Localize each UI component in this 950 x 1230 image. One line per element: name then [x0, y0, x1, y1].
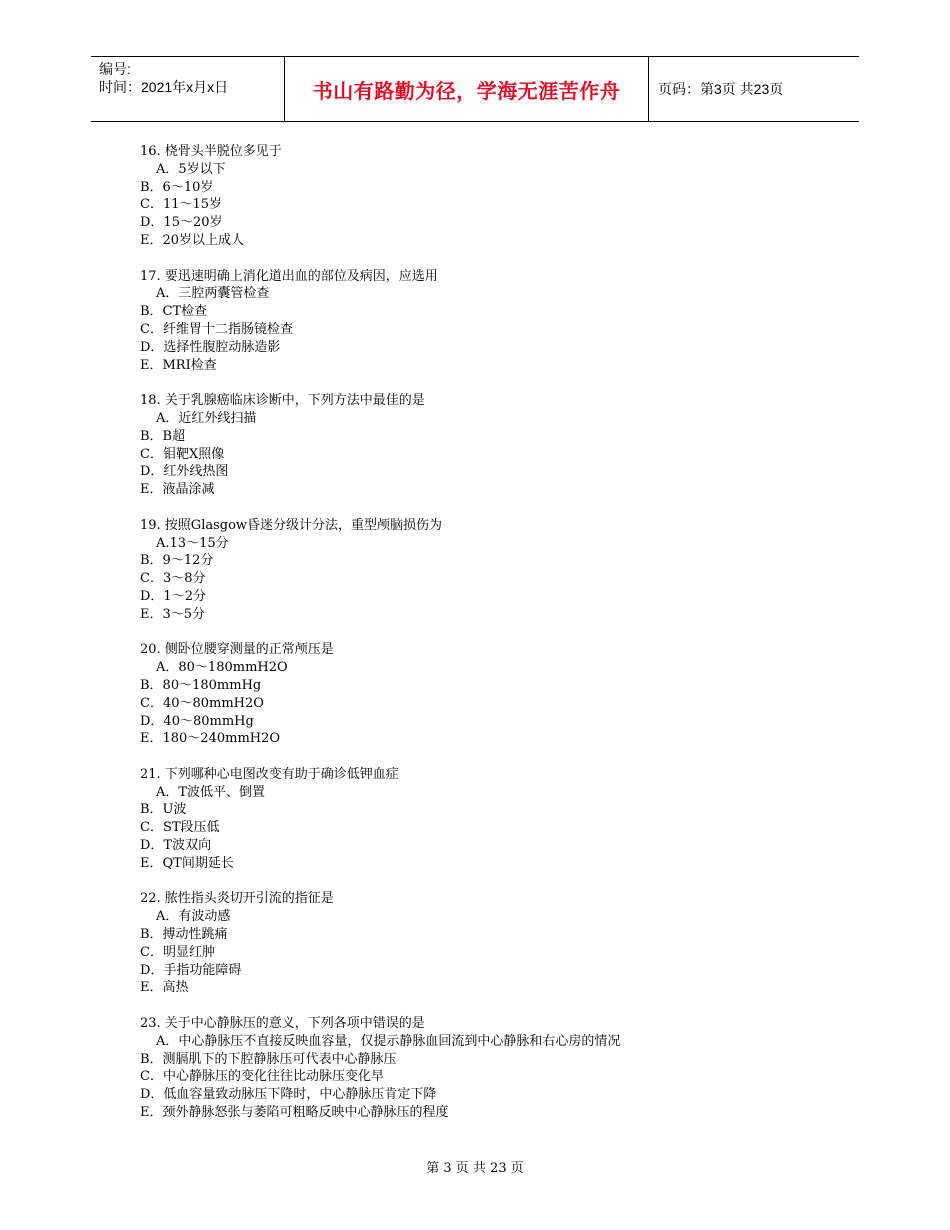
question-19 — [140, 517, 860, 624]
option-d: D．1～2分 — [140, 588, 206, 604]
option-d: D．15～20岁 — [140, 215, 223, 231]
header-left-cell — [91, 57, 285, 121]
footer-page-number: 第 3 页 共 23 页 — [426, 1161, 524, 1176]
option-c: C．明显红肿 — [140, 944, 215, 960]
header-page-info: 页码：第3页 共23页 — [658, 81, 784, 97]
option-e: E．180～240mmH2O — [140, 731, 281, 747]
question-22 — [140, 890, 860, 997]
option-a: A.13～15分 — [156, 535, 229, 551]
option-a: A．T波低平、倒置 — [156, 784, 266, 800]
option-c: C．钼靶X照像 — [140, 446, 225, 462]
question-title: 18. 关于乳腺癌临床诊断中，下列方法中最佳的是 — [140, 393, 425, 409]
option-b: B．搏动性跳痛 — [140, 927, 228, 943]
question-title: 19. 按照Glasgow昏迷分级计分法，重型颅脑损伤为 — [140, 517, 443, 533]
question-title: 17. 要迅速明确上消化道出血的部位及病因，应选用 — [140, 268, 438, 284]
option-b: B．测膈肌下的下腔静脉压可代表中心静脉压 — [140, 1051, 397, 1067]
option-a: A．有波动感 — [156, 909, 231, 925]
question-title: 23. 关于中心静脉压的意义，下列各项中错误的是 — [140, 1016, 425, 1032]
question-21 — [140, 766, 860, 873]
option-e: E．3～5分 — [140, 606, 206, 622]
option-e: E．MRI检查 — [140, 357, 217, 373]
question-20 — [140, 641, 860, 748]
question-title: 22. 脓性指头炎切开引流的指征是 — [140, 891, 334, 907]
option-b: B．9～12分 — [140, 553, 214, 569]
header-motto-cell — [285, 57, 649, 121]
time-label: 时间：2021年x月x日 — [99, 79, 229, 95]
option-d: D．40～80mmHg — [140, 713, 254, 729]
option-e: E．20岁以上成人 — [140, 232, 245, 248]
option-d: D．红外线热图 — [140, 464, 229, 480]
question-16 — [140, 143, 860, 250]
question-list — [140, 143, 860, 1140]
option-b: B．6～10岁 — [140, 179, 214, 195]
question-title: 16. 桡骨头半脱位多见于 — [140, 144, 282, 159]
serial-number-label: 编号: — [99, 61, 131, 77]
option-a: A．三腔两囊管检查 — [156, 286, 270, 302]
option-e: E．高热 — [140, 980, 189, 996]
option-a: A．中心静脉压不直接反映血容量，仅提示静脉血回流到中心静脉和右心房的情况 — [156, 1033, 621, 1049]
option-e: E．颈外静脉怒张与萎陷可粗略反映中心静脉压的程度 — [140, 1105, 449, 1121]
option-b: B．U波 — [140, 802, 187, 818]
question-17 — [140, 268, 860, 375]
option-b: B．B超 — [140, 428, 186, 444]
option-b: B．CT检查 — [140, 304, 208, 320]
option-c: C．3～8分 — [140, 571, 206, 587]
option-d: D．选择性腹腔动脉造影 — [140, 339, 281, 355]
option-a: A．80～180mmH2O — [156, 660, 288, 676]
question-title: 21. 下列哪种心电图改变有助于确诊低钾血症 — [140, 766, 399, 782]
option-d: D．T波双向 — [140, 838, 212, 854]
option-c: C．纤维胃十二指肠镜检查 — [140, 321, 293, 337]
question-title: 20. 侧卧位腰穿测量的正常颅压是 — [140, 642, 334, 658]
option-c: C．40～80mmH2O — [140, 695, 264, 711]
question-18 — [140, 392, 860, 499]
option-d: D．低血容量致动脉压下降时，中心静脉压肯定下降 — [140, 1087, 437, 1103]
motto-text: 书山有路勤为径，学海无涯苦作舟 — [312, 80, 621, 103]
header-page-cell — [649, 57, 859, 121]
option-c: C．ST段压低 — [140, 820, 220, 836]
option-a: A．近红外线扫描 — [156, 410, 257, 426]
option-e: E．QT间期延长 — [140, 855, 234, 871]
option-c: C．11～15岁 — [140, 197, 223, 213]
option-a: A．5岁以下 — [156, 161, 226, 177]
page-header — [91, 56, 859, 122]
option-d: D．手指功能障碍 — [140, 962, 242, 978]
option-b: B．80～180mmHg — [140, 677, 262, 693]
option-c: C．中心静脉压的变化往往比动脉压变化早 — [140, 1069, 384, 1085]
question-23 — [140, 1015, 860, 1122]
page-footer — [0, 1157, 950, 1176]
option-e: E．液晶涂减 — [140, 482, 215, 498]
